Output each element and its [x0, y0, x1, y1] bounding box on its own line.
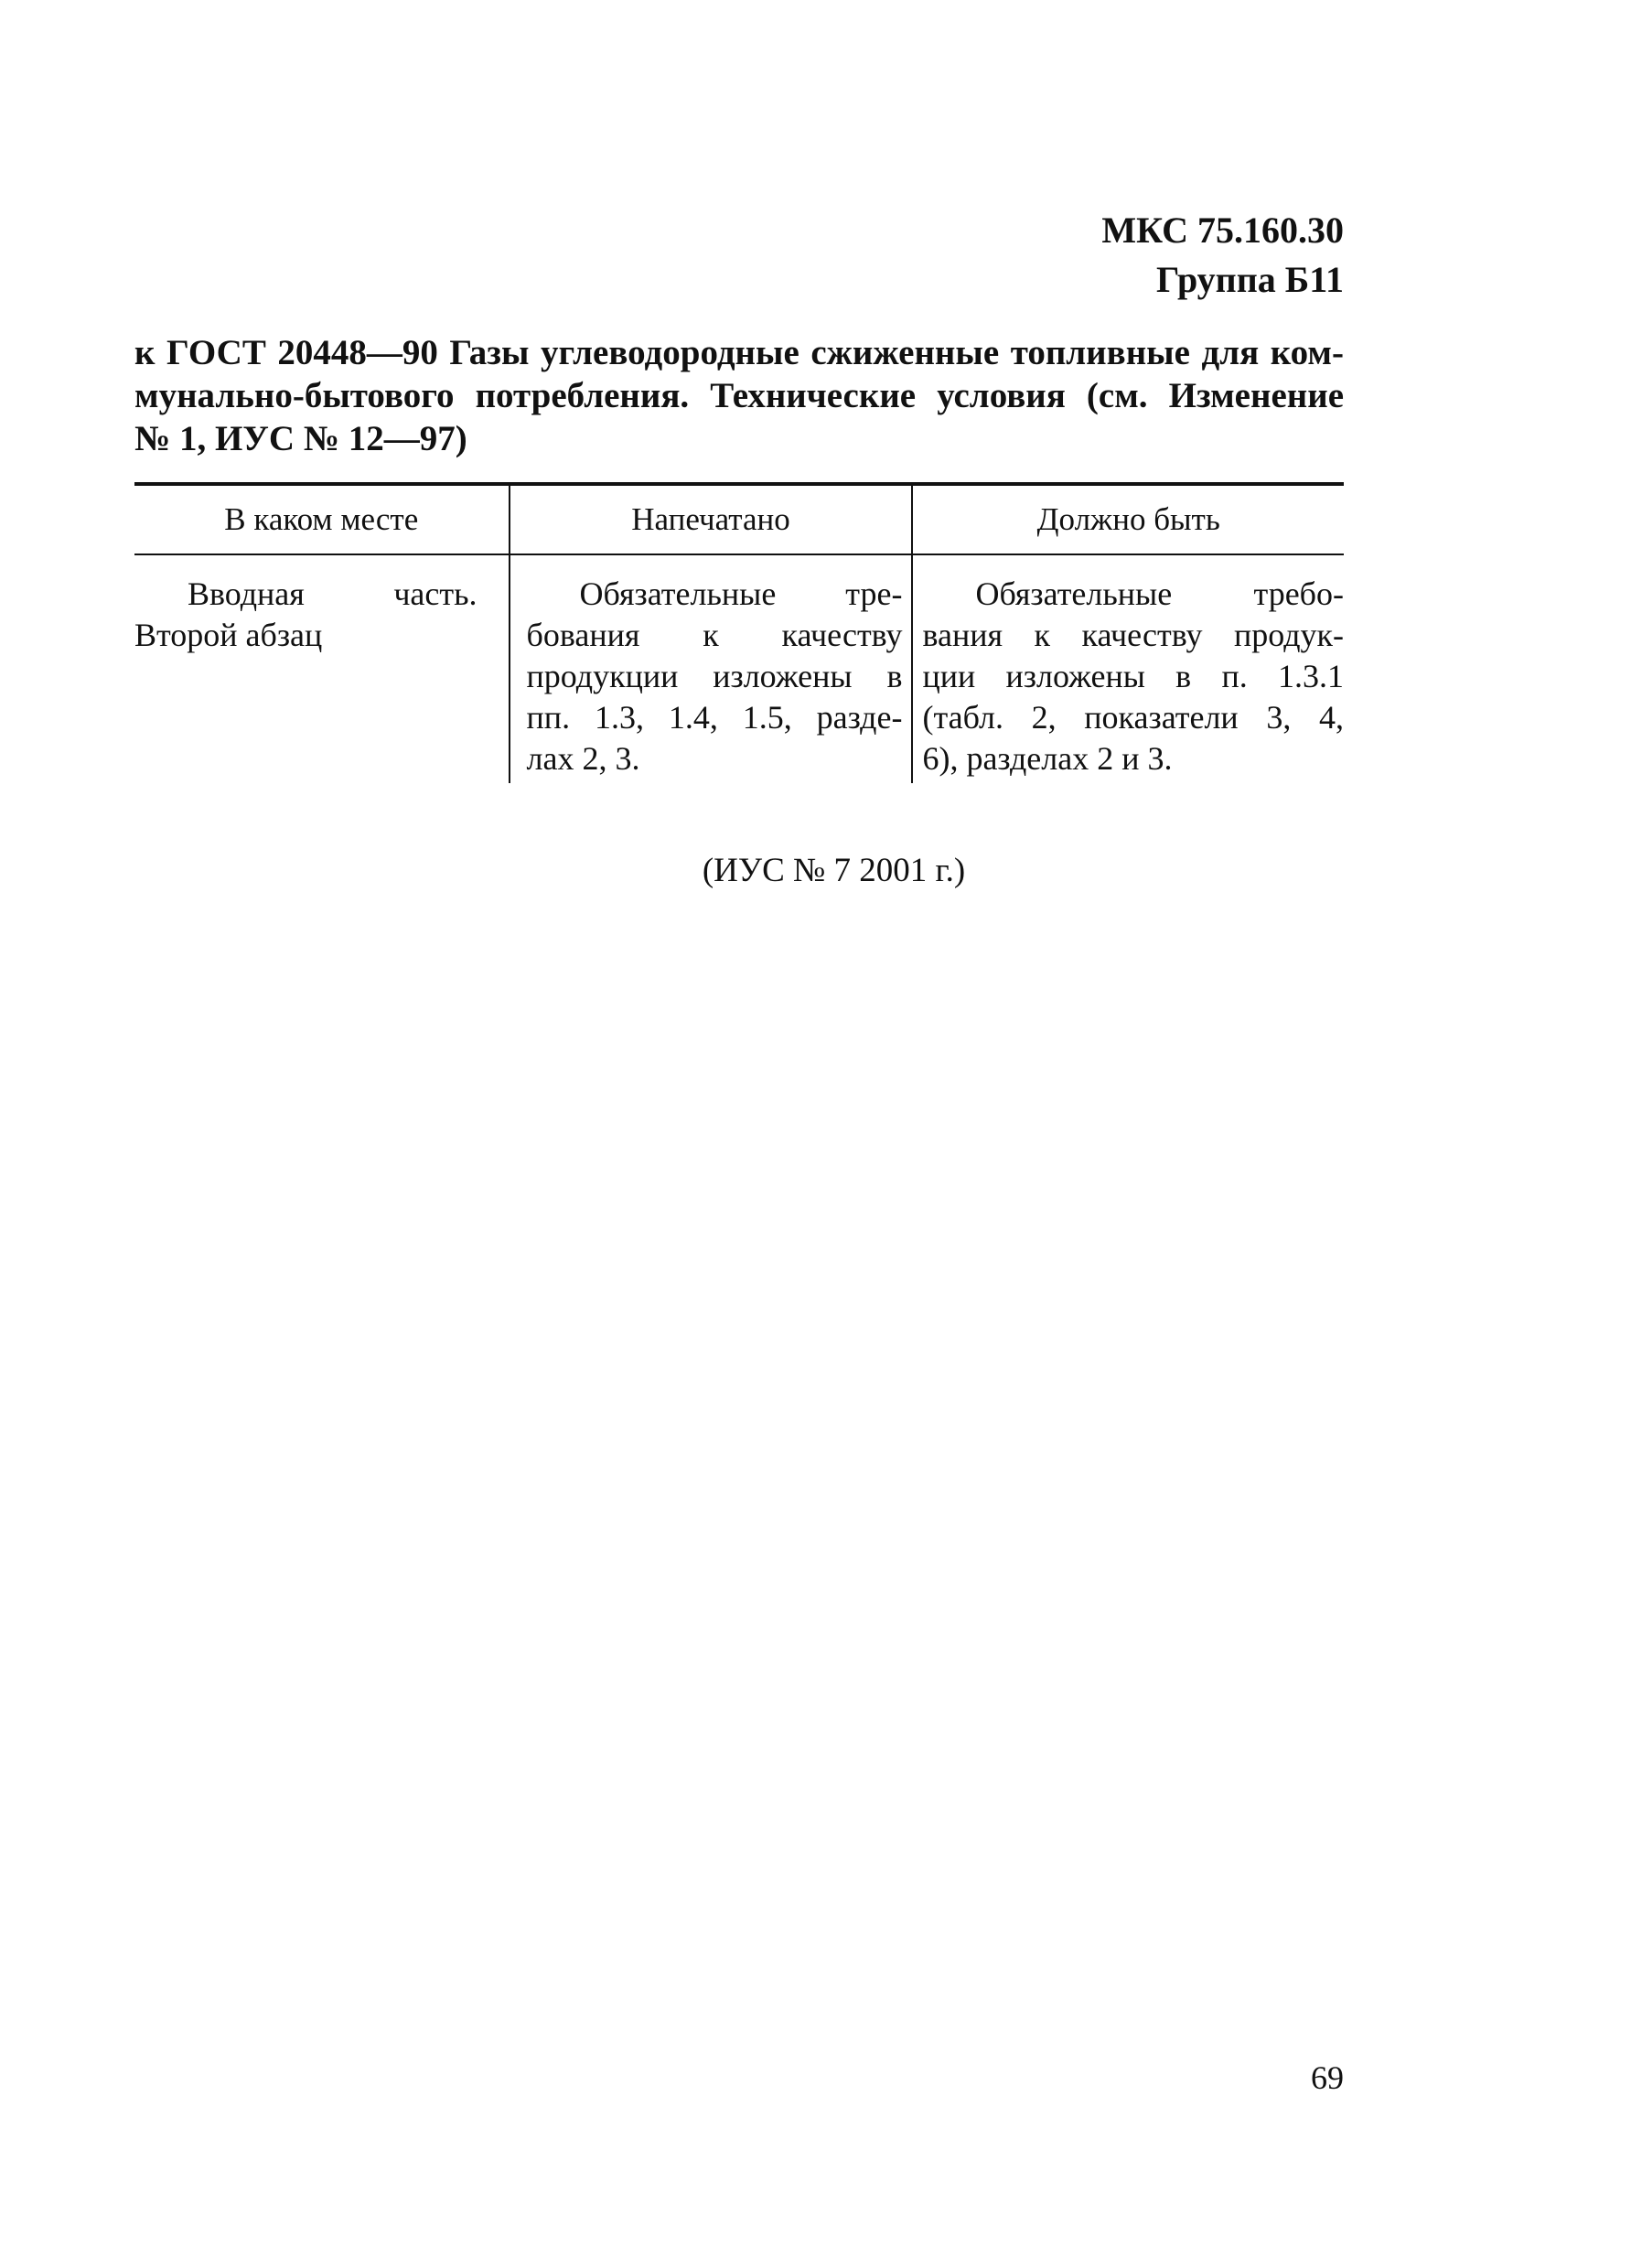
correct-line-5: 6), разделах 2 и 3.: [922, 740, 1173, 777]
title-line-1: к ГОСТ 20448—90 Газы углеводородные сжиженные топливные для ком-: [134, 333, 1344, 372]
printed-line-4: пп. 1.3, 1.4, 1.5, разде-: [526, 699, 903, 736]
header-printed: Напечатано: [510, 484, 913, 554]
correct-line-1: Обязательные требо-: [975, 575, 1344, 612]
correct-line-3: ции изложены в п. 1.3.1: [922, 658, 1344, 694]
table-row: [134, 554, 1344, 783]
header-correct: Должно быть: [912, 484, 1344, 554]
mks-code: МКС 75.160.30: [1101, 210, 1344, 251]
place-line-1: Вводная часть.: [188, 575, 477, 612]
amendment-title: [134, 331, 1344, 460]
cell-place: [134, 554, 510, 783]
cell-printed: [510, 554, 913, 783]
printed-line-5: лах 2, 3.: [526, 740, 640, 777]
printed-line-3: продукции изложены в: [526, 658, 903, 694]
cell-correct: [912, 554, 1344, 783]
title-line-3: № 1, ИУС № 12—97): [134, 419, 467, 458]
page-number: 69: [1311, 2059, 1344, 2096]
correct-line-4: (табл. 2, показатели 3, 4,: [922, 699, 1344, 736]
correct-line-2: вания к качеству продук-: [922, 617, 1344, 653]
errata-table: [134, 482, 1344, 783]
title-line-2: мунально-бытового потребления. Технические условия (см. Изменение: [134, 376, 1344, 415]
header-place: В каком месте: [134, 484, 510, 554]
printed-line-1: Обязательные тре-: [579, 575, 903, 612]
table-header-row: [134, 484, 1344, 554]
group-code: Группа Б11: [1156, 259, 1344, 300]
classification-block: [1101, 206, 1344, 305]
source-note: (ИУС № 7 2001 г.): [702, 852, 966, 889]
printed-line-2: бования к качеству: [526, 617, 903, 653]
place-line-2: Второй абзац: [134, 617, 323, 653]
